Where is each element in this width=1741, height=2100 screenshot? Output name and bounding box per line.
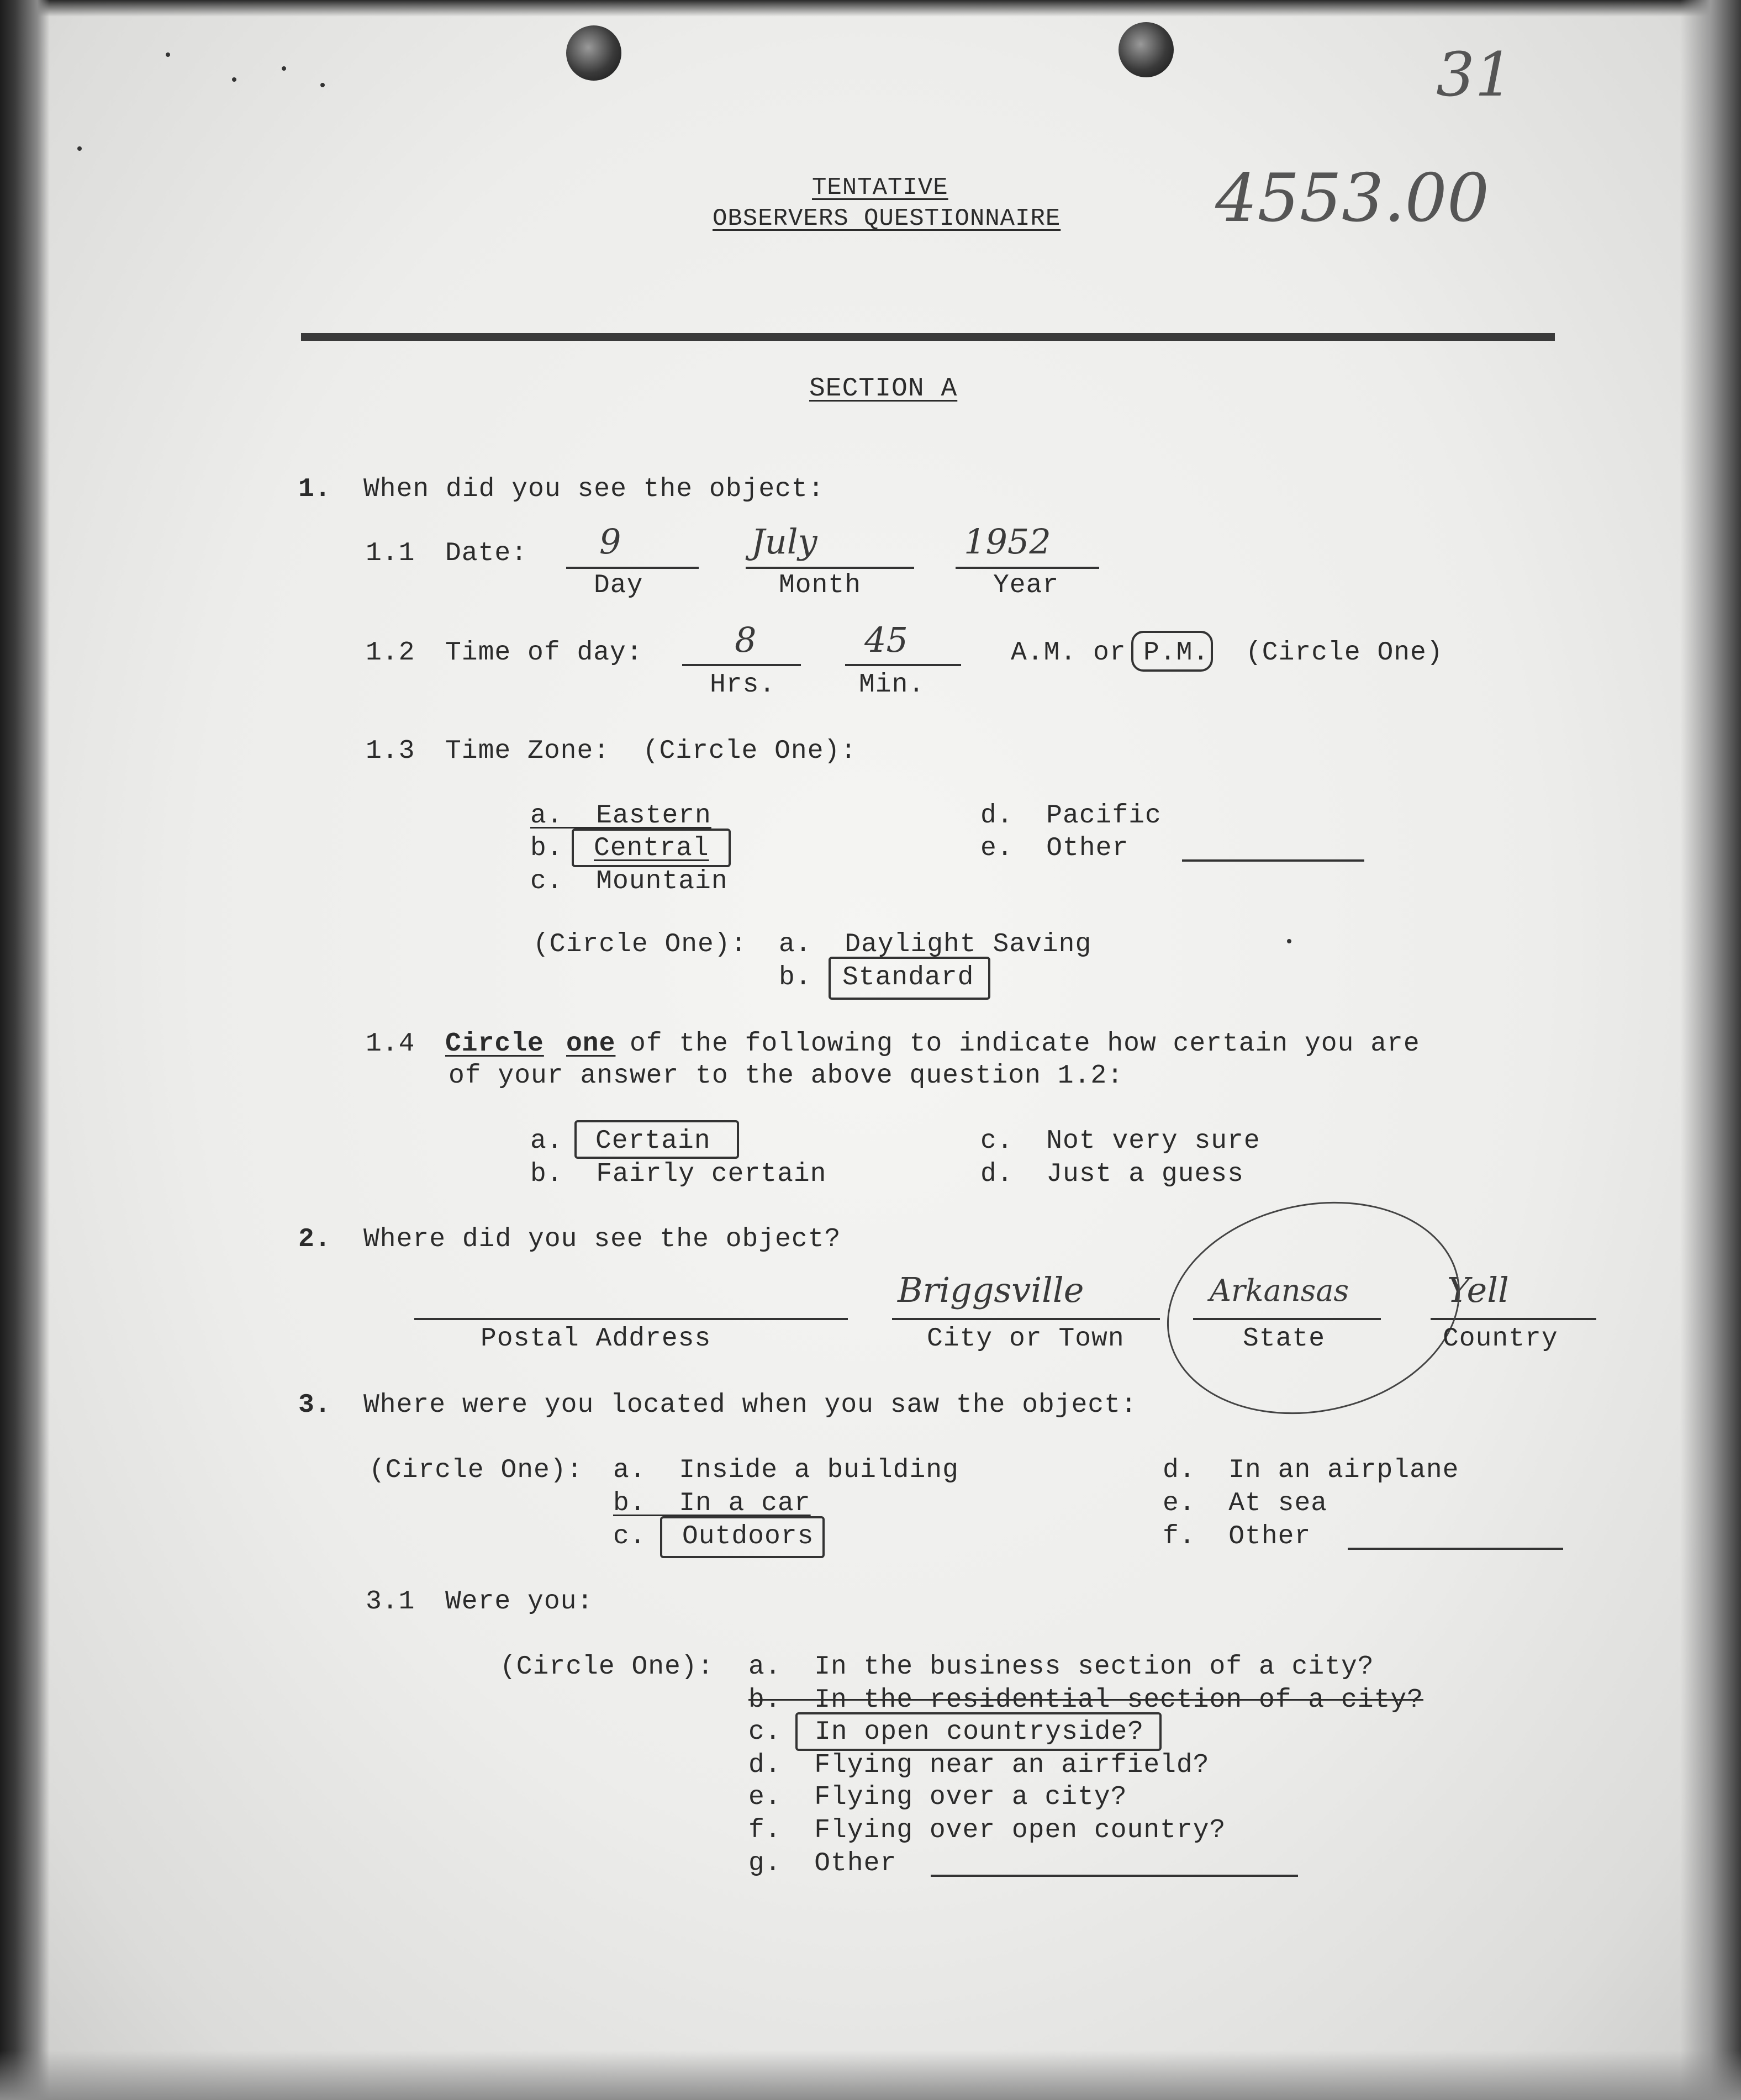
area-option-countryside: In open countryside? xyxy=(815,1717,1144,1747)
city-value: Briggsville xyxy=(898,1270,1084,1310)
state-label: State xyxy=(1243,1324,1326,1354)
scan-shadow-bottom xyxy=(0,2050,1741,2100)
q1-1-label: Date: xyxy=(445,539,528,568)
central-selected-mark xyxy=(572,829,731,867)
time-ampm-text: A.M. or xyxy=(1011,638,1126,668)
location-option-airplane: d. In an airplane xyxy=(1163,1455,1459,1485)
certainty-option-a-letter: a. xyxy=(530,1126,563,1156)
location-option-outdoors: Outdoors xyxy=(682,1522,814,1552)
location-other-line xyxy=(1348,1548,1563,1550)
outdoors-selected-mark xyxy=(660,1516,825,1558)
location-option-sea: e. At sea xyxy=(1163,1489,1328,1518)
q3-number: 3. xyxy=(298,1390,331,1420)
q2-question: Where did you see the object? xyxy=(363,1225,841,1254)
location-option-c-letter: c. xyxy=(613,1522,646,1552)
zone-option-b-letter: b. xyxy=(530,833,563,863)
scan-shadow-right xyxy=(1680,0,1741,2100)
certainty-option-not-sure: c. Not very sure xyxy=(980,1126,1260,1156)
speck xyxy=(232,77,236,82)
q2-number: 2. xyxy=(298,1225,331,1254)
date-day-value: 9 xyxy=(599,521,621,562)
certainty-option-fairly: b. Fairly certain xyxy=(530,1159,827,1189)
time-hrs-value: 8 xyxy=(735,620,757,660)
location-option-other: f. Other xyxy=(1163,1522,1311,1552)
q1-2-number: 1.2 xyxy=(366,638,415,668)
area-option-near-airfield: d. Flying near an airfield? xyxy=(748,1750,1210,1780)
date-day-label: Day xyxy=(594,571,643,600)
separator-rule xyxy=(301,333,1555,341)
state-circled-mark xyxy=(1147,1175,1480,1440)
area-option-other: g. Other xyxy=(748,1849,897,1879)
zone-option-eastern: a. Eastern xyxy=(530,801,711,831)
saving-option-b-letter: b. xyxy=(779,963,812,993)
q1-4-number: 1.4 xyxy=(366,1029,415,1059)
date-year-line xyxy=(956,567,1099,569)
punch-hole-left xyxy=(566,25,621,81)
certainty-one-word: one xyxy=(566,1029,616,1059)
date-year-label: Year xyxy=(993,571,1059,600)
q3-1-question: Were you: xyxy=(445,1587,594,1617)
q3-1-number: 3.1 xyxy=(366,1587,415,1617)
postal-address-line xyxy=(414,1318,848,1320)
saving-option-standard: Standard xyxy=(842,963,974,993)
scan-shadow-top xyxy=(0,0,1741,17)
countryside-selected-mark xyxy=(795,1712,1162,1751)
q1-question: When did you see the object: xyxy=(363,474,825,504)
time-hrs-label: Hrs. xyxy=(710,670,776,700)
scan-shadow-left xyxy=(0,0,50,2100)
punch-hole-right xyxy=(1119,22,1174,77)
state-value: Arkansas xyxy=(1210,1273,1349,1308)
certain-selected-mark xyxy=(574,1120,739,1159)
time-instruction: (Circle One) xyxy=(1246,638,1443,668)
certainty-option-certain: Certain xyxy=(595,1126,711,1156)
certainty-circle-word: Circle xyxy=(445,1029,544,1059)
location-option-car: b. In a car xyxy=(613,1489,811,1518)
postal-address-label: Postal Address xyxy=(481,1324,711,1354)
speck xyxy=(166,52,170,57)
area-option-business: a. In the business section of a city? xyxy=(748,1652,1374,1682)
saving-label: (Circle One): xyxy=(533,930,747,959)
zone-option-pacific: d. Pacific xyxy=(980,801,1162,831)
q1-3-label: Time Zone: (Circle One): xyxy=(445,736,857,766)
location-option-building: a. Inside a building xyxy=(613,1455,959,1485)
time-pm-option: P.M. xyxy=(1143,638,1210,668)
time-min-value: 45 xyxy=(864,620,908,660)
q1-number: 1. xyxy=(298,474,331,504)
date-month-value: July xyxy=(751,521,817,562)
certainty-question-line1: of the following to indicate how certain you are xyxy=(630,1029,1420,1059)
city-line xyxy=(892,1318,1160,1320)
section-title: SECTION A xyxy=(809,374,958,404)
q1-2-label: Time of day: xyxy=(445,638,643,668)
q3-1-circle-label: (Circle One): xyxy=(500,1652,714,1682)
date-month-label: Month xyxy=(779,571,862,600)
pm-selected-mark xyxy=(1131,631,1213,672)
handwritten-reference-number: 4553.00 xyxy=(1215,160,1490,237)
zone-option-mountain: c. Mountain xyxy=(530,867,728,896)
standard-selected-mark xyxy=(829,957,990,1000)
header-title: OBSERVERS QUESTIONNAIRE xyxy=(713,205,1061,233)
header-tentative: TENTATIVE xyxy=(812,174,948,202)
speck xyxy=(282,66,286,71)
zone-option-central: Central xyxy=(594,833,709,863)
time-hrs-line xyxy=(682,664,801,666)
certainty-question-line2: of your answer to the above question 1.2: xyxy=(449,1061,1123,1091)
area-other-line xyxy=(931,1875,1298,1877)
area-option-c-letter: c. xyxy=(748,1717,782,1747)
area-option-residential: b. In the residential section of a city? xyxy=(748,1685,1423,1715)
city-label: City or Town xyxy=(927,1324,1125,1354)
country-value: Yell xyxy=(1447,1270,1509,1310)
date-month-line xyxy=(746,567,914,569)
area-option-over-country: f. Flying over open country? xyxy=(748,1816,1226,1845)
time-min-line xyxy=(845,664,961,666)
area-option-over-city: e. Flying over a city? xyxy=(748,1782,1127,1812)
time-min-label: Min. xyxy=(859,670,925,700)
zone-option-other: e. Other xyxy=(980,833,1129,863)
q1-3-number: 1.3 xyxy=(366,736,415,766)
date-year-value: 1952 xyxy=(964,521,1051,562)
q3-circle-label: (Circle One): xyxy=(369,1455,583,1485)
certainty-option-guess: d. Just a guess xyxy=(980,1159,1244,1189)
country-label: Country xyxy=(1443,1324,1558,1354)
q1-1-number: 1.1 xyxy=(366,539,415,568)
saving-option-daylight: a. Daylight Saving xyxy=(779,930,1092,959)
q3-question: Where were you located when you saw the object: xyxy=(363,1390,1137,1420)
date-day-line xyxy=(566,567,699,569)
speck xyxy=(1287,939,1291,943)
speck xyxy=(77,146,82,151)
speck xyxy=(320,83,325,87)
handwritten-corner-mark: 31 xyxy=(1436,39,1513,110)
zone-other-line xyxy=(1182,859,1364,862)
